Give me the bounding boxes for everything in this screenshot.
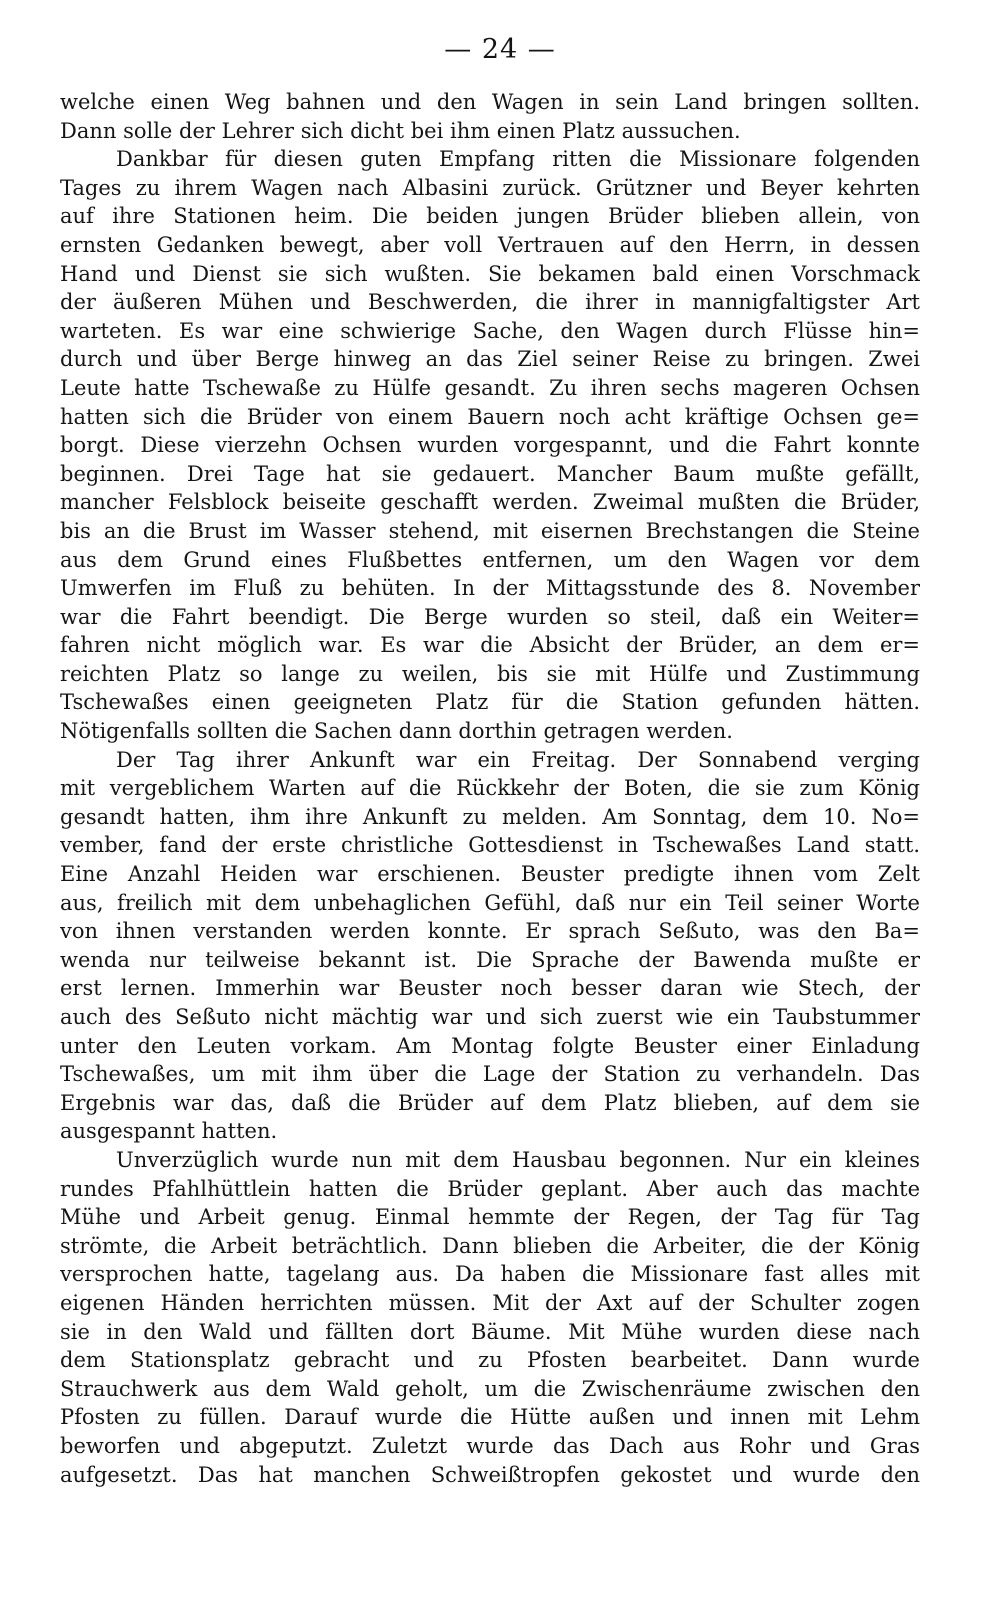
text-line: unter den Leuten vorkam. Am Montag folgte Beuster einer Einladung bbox=[60, 1033, 920, 1058]
text-line: mancher Felsblock beiseite geschafft werden. Zweimal mußten die Brüder, bbox=[60, 490, 920, 515]
text-line: ernsten Gedanken bewegt, aber voll Vertrauen auf den Herrn, in dessen bbox=[60, 232, 920, 257]
text-line: war die Fahrt beendigt. Die Berge wurden so steil, daß ein Weiter= bbox=[60, 604, 920, 629]
text-line: aus, freilich mit dem unbehaglichen Gefühl, daß nur ein Teil seiner Worte bbox=[60, 890, 920, 915]
text-line: Eine Anzahl Heiden war erschienen. Beuster predigte ihnen vom Zelt bbox=[60, 862, 920, 887]
text-line: mit vergeblichem Warten auf die Rückkehr der Boten, die sie zum König bbox=[60, 776, 920, 801]
text-line: warteten. Es war eine schwierige Sache, den Wagen durch Flüsse hin= bbox=[60, 318, 920, 343]
text-line: durch und über Berge hinweg an das Ziel seiner Reise zu bringen. Zwei bbox=[60, 347, 920, 372]
text-line: Hand und Dienst sie sich wußten. Sie bekamen bald einen Vorschmack bbox=[60, 261, 920, 286]
text-line: erst lernen. Immerhin war Beuster noch besser daran wie Stech, der bbox=[60, 976, 920, 1001]
text-line: von ihnen verstanden werden konnte. Er sprach Seßuto, was den Ba= bbox=[60, 919, 920, 944]
text-line: hatten sich die Brüder von einem Bauern noch acht kräftige Ochsen ge= bbox=[60, 404, 920, 429]
text-line: wenda nur teilweise bekannt ist. Die Sprache der Bawenda mußte er bbox=[60, 947, 920, 972]
text-line: vember, fand der erste christliche Gottesdienst in Tschewaßes Land statt. bbox=[60, 833, 920, 858]
text-line: fahren nicht möglich war. Es war die Absicht der Brüder, an dem er= bbox=[60, 633, 920, 658]
text-line: Dann solle der Lehrer sich dicht bei ihm einen Platz aussuchen. bbox=[60, 118, 741, 143]
text-line: Tschewaßes einen geeigneten Platz für die Station gefunden hätten. bbox=[60, 690, 920, 715]
page-number: — 24 — bbox=[444, 34, 556, 65]
text-line: Strauchwerk aus dem Wald geholt, um die Zwischenräume zwischen den bbox=[60, 1376, 920, 1401]
text-line: rundes Pfahlhüttlein hatten die Brüder geplant. Aber auch das machte bbox=[60, 1176, 920, 1201]
text-line: beworfen und abgeputzt. Zuletzt wurde das Dach aus Rohr und Gras bbox=[60, 1433, 920, 1458]
text-line: borgt. Diese vierzehn Ochsen wurden vorgespannt, und die Fahrt konnte bbox=[60, 433, 920, 458]
text-line: Ergebnis war das, daß die Brüder auf dem Platz blieben, auf dem sie bbox=[60, 1090, 920, 1115]
text-line: Dankbar für diesen guten Empfang ritten die Missionare folgenden bbox=[116, 147, 920, 172]
text-line: Umwerfen im Fluß zu behüten. In der Mittagsstunde des 8. November bbox=[60, 576, 920, 601]
text-line: Mühe und Arbeit genug. Einmal hemmte der Regen, der Tag für Tag bbox=[60, 1205, 920, 1230]
text-line: auch des Seßuto nicht mächtig war und sich zuerst wie ein Taubstummer bbox=[60, 1005, 920, 1029]
text-line: Unverzüglich wurde nun mit dem Hausbau begonnen. Nur ein kleines bbox=[116, 1147, 920, 1172]
text-line: welche einen Weg bahnen und den Wagen in sein Land bringen sollten. bbox=[60, 90, 920, 114]
text-line: versprochen hatte, tagelang aus. Da haben die Missionare fast alles mit bbox=[60, 1262, 920, 1287]
text-line: auf ihre Stationen heim. Die beiden jungen Brüder blieben allein, von bbox=[60, 204, 920, 229]
text-line: Tschewaßes, um mit ihm über die Lage der Station zu verhandeln. Das bbox=[60, 1062, 920, 1087]
text-line: Pfosten zu füllen. Darauf wurde die Hütte außen und innen mit Lehm bbox=[60, 1405, 920, 1430]
text-line: bis an die Brust im Wasser stehend, mit eisernen Brechstangen die Steine bbox=[60, 518, 920, 543]
text-line: sie in den Wald und fällten dort Bäume. Mit Mühe wurden diese nach bbox=[60, 1319, 920, 1344]
text-line: ausgespannt hatten. bbox=[60, 1119, 278, 1144]
body-text bbox=[60, 88, 920, 1489]
text-line: gesandt hatten, ihm ihre Ankunft zu melden. Am Sonntag, dem 10. No= bbox=[60, 804, 920, 829]
text-line: Leute hatte Tschewaße zu Hülfe gesandt. Zu ihren sechs mageren Ochsen bbox=[60, 375, 920, 400]
text-line: beginnen. Drei Tage hat sie gedauert. Mancher Baum mußte gefällt, bbox=[60, 461, 920, 486]
text-line: Tages zu ihrem Wagen nach Albasini zurück. Grützner und Beyer kehrten bbox=[60, 175, 920, 200]
text-line: der äußeren Mühen und Beschwerden, die ihrer in mannigfaltigster Art bbox=[60, 290, 920, 315]
text-line: eigenen Händen herrichten müssen. Mit der Axt auf der Schulter zogen bbox=[60, 1290, 920, 1315]
text-line: Der Tag ihrer Ankunft war ein Freitag. Der Sonnabend verging bbox=[116, 747, 920, 772]
text-line: aus dem Grund eines Flußbettes entfernen, um den Wagen vor dem bbox=[60, 547, 920, 572]
text-line: strömte, die Arbeit beträchtlich. Dann blieben die Arbeiter, die der König bbox=[60, 1233, 920, 1258]
text-line: Nötigenfalls sollten die Sachen dann dorthin getragen werden. bbox=[60, 719, 733, 744]
text-line: reichten Platz so lange zu weilen, bis sie mit Hülfe und Zustimmung bbox=[60, 661, 920, 686]
text-line: dem Stationsplatz gebracht und zu Pfosten bearbeitet. Dann wurde bbox=[60, 1348, 920, 1373]
text-line: aufgesetzt. Das hat manchen Schweißtropfen gekostet und wurde den bbox=[60, 1462, 920, 1487]
